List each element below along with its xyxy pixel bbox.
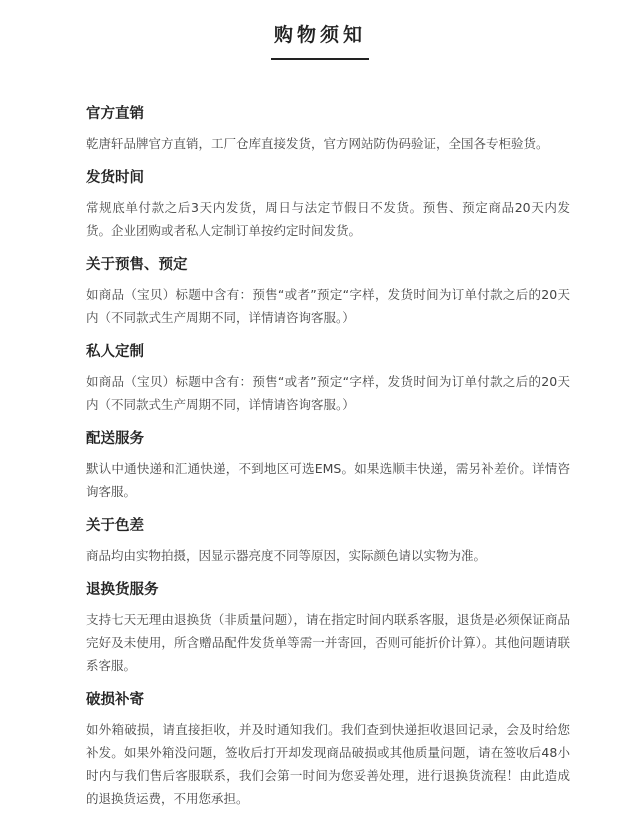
section-heading: 配送服务 bbox=[86, 431, 144, 447]
section-body: 如商品（宝贝）标题中含有：预售“或者”预定“字样，发货时间为订单付款之后的20天内（不同款式生产周期不同，详情请咨询客服。） bbox=[86, 287, 570, 325]
section-color-difference bbox=[86, 515, 570, 567]
section-heading: 发货时间 bbox=[86, 170, 144, 186]
section-damage-reshipment bbox=[86, 689, 570, 810]
section-heading: 退换货服务 bbox=[86, 582, 159, 598]
section-heading: 私人定制 bbox=[86, 344, 144, 360]
section-presale bbox=[86, 254, 570, 329]
title-underline bbox=[271, 58, 369, 60]
section-body: 商品均由实物拍摄，因显示器亮度不同等原因，实际颜色请以实物为准。 bbox=[86, 548, 487, 563]
section-body: 如商品（宝贝）标题中含有：预售“或者”预定“字样，发货时间为订单付款之后的20天内（不同款式生产周期不同，详情请咨询客服。） bbox=[86, 374, 570, 412]
section-heading: 关于色差 bbox=[86, 518, 144, 534]
page-header bbox=[0, 0, 640, 62]
section-body: 乾唐轩品牌官方直销，工厂仓库直接发货，官方网站防伪码验证，全国各专柜验货。 bbox=[86, 136, 549, 151]
section-body: 默认中通快递和汇通快递，不到地区可选EMS。如果选顺丰快递，需另补差价。详情咨询客服。 bbox=[86, 461, 570, 499]
section-body: 支持七天无理由退换货（非质量问题），请在指定时间内联系客服，退货是必须保证商品完好及未使用，所含赠品配件发货单等需一并寄回，否则可能折价计算）。其他问题请联系客服。 bbox=[86, 612, 570, 673]
section-heading: 关于预售、预定 bbox=[86, 257, 188, 273]
section-custom-order bbox=[86, 341, 570, 416]
section-body: 如外箱破损，请直接拒收，并及时通知我们。我们查到快递拒收退回记录，会及时给您补发。如果外箱没问题，签收后打开却发现商品破损或其他质量问题，请在签收后48小时内与我们售后客服联系，我们会第一时间为您妥善处理，进行退换货流程！由此造成的退换货运费，不用您承担。 bbox=[86, 722, 570, 806]
section-heading: 官方直销 bbox=[86, 106, 144, 122]
section-shipping-time bbox=[86, 167, 570, 242]
section-delivery-service bbox=[86, 428, 570, 503]
section-heading: 破损补寄 bbox=[86, 692, 144, 708]
notice-content bbox=[86, 103, 570, 822]
section-body: 常规底单付款之后3天内发货，周日与法定节假日不发货。预售、预定商品20天内发货。企业团购或者私人定制订单按约定时间发货。 bbox=[86, 200, 570, 238]
section-official-sales bbox=[86, 103, 570, 155]
section-returns bbox=[86, 579, 570, 677]
page-title: 购物须知 bbox=[273, 24, 366, 46]
